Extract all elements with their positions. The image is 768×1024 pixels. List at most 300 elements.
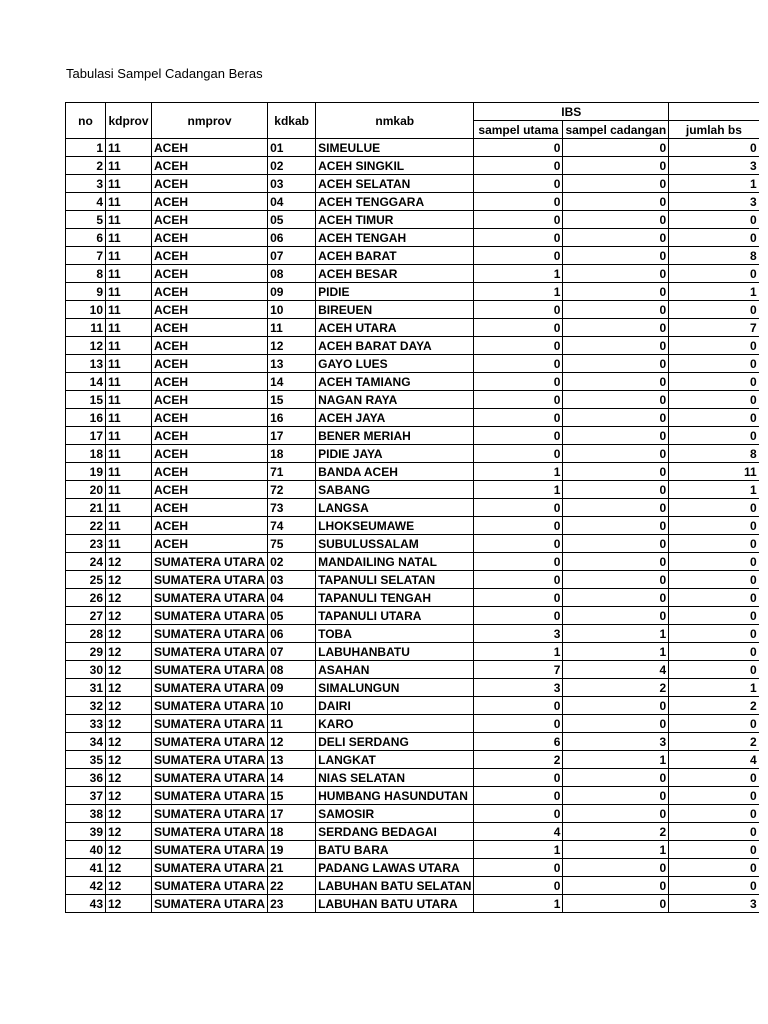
cell-kdkab: 13: [268, 355, 316, 373]
table-row: [66, 175, 759, 193]
cell-kdprov: 11: [106, 283, 152, 301]
cell-kdprov: 11: [106, 319, 152, 337]
cell-jumlah-bs: 0: [669, 373, 759, 391]
table-row: [66, 373, 759, 391]
cell-sampel-cadangan: 0: [563, 427, 669, 445]
cell-kdprov: 12: [106, 769, 152, 787]
cell-sampel-cadangan: 0: [563, 355, 669, 373]
cell-no: 6: [66, 229, 106, 247]
table-row: [66, 679, 759, 697]
cell-sampel-utama: 0: [474, 859, 563, 877]
cell-jumlah-bs: 0: [669, 499, 759, 517]
cell-kdkab: 02: [268, 157, 316, 175]
cell-jumlah-bs: 11: [669, 463, 759, 481]
cell-nmkab: PIDIE JAYA: [316, 445, 474, 463]
cell-sampel-cadangan: 0: [563, 265, 669, 283]
table-row: [66, 751, 759, 769]
cell-no: 26: [66, 589, 106, 607]
cell-jumlah-bs: 0: [669, 553, 759, 571]
cell-sampel-utama: 1: [474, 481, 563, 499]
table-row: [66, 841, 759, 859]
cell-sampel-cadangan: 0: [563, 301, 669, 319]
cell-nmkab: SIMEULUE: [316, 139, 474, 157]
cell-jumlah-bs: 0: [669, 715, 759, 733]
col-header-sampel-utama: sampel utama: [474, 121, 563, 139]
cell-sampel-utama: 0: [474, 607, 563, 625]
cell-sampel-utama: 7: [474, 661, 563, 679]
cell-no: 32: [66, 697, 106, 715]
cell-nmprov: SUMATERA UTARA: [152, 841, 268, 859]
cell-no: 21: [66, 499, 106, 517]
cell-nmprov: ACEH: [152, 193, 268, 211]
cell-nmprov: SUMATERA UTARA: [152, 553, 268, 571]
table-row: [66, 283, 759, 301]
cell-sampel-utama: 3: [474, 679, 563, 697]
cell-kdkab: 17: [268, 427, 316, 445]
cell-nmprov: ACEH: [152, 517, 268, 535]
cell-sampel-utama: 0: [474, 193, 563, 211]
cell-nmprov: ACEH: [152, 229, 268, 247]
cell-nmkab: ACEH BESAR: [316, 265, 474, 283]
cell-sampel-utama: 0: [474, 157, 563, 175]
cell-jumlah-bs: 1: [669, 481, 759, 499]
cell-kdkab: 21: [268, 859, 316, 877]
table-row: [66, 697, 759, 715]
cell-sampel-utama: 0: [474, 175, 563, 193]
col-header-kdkab: kdkab: [268, 103, 316, 139]
cell-sampel-cadangan: 0: [563, 211, 669, 229]
cell-kdkab: 16: [268, 409, 316, 427]
cell-kdprov: 11: [106, 175, 152, 193]
cell-nmkab: BANDA ACEH: [316, 463, 474, 481]
cell-sampel-utama: 0: [474, 445, 563, 463]
cell-kdkab: 23: [268, 895, 316, 913]
cell-sampel-utama: 1: [474, 283, 563, 301]
cell-nmkab: LABUHANBATU: [316, 643, 474, 661]
table-row: [66, 715, 759, 733]
cell-sampel-utama: 0: [474, 319, 563, 337]
cell-sampel-cadangan: 0: [563, 877, 669, 895]
cell-sampel-cadangan: 0: [563, 463, 669, 481]
cell-sampel-utama: 0: [474, 355, 563, 373]
cell-nmkab: ACEH SINGKIL: [316, 157, 474, 175]
table-row: [66, 319, 759, 337]
cell-sampel-utama: 0: [474, 499, 563, 517]
cell-jumlah-bs: 0: [669, 427, 759, 445]
table-row: [66, 895, 759, 913]
cell-sampel-utama: 1: [474, 841, 563, 859]
cell-kdprov: 12: [106, 661, 152, 679]
cell-nmprov: SUMATERA UTARA: [152, 823, 268, 841]
cell-nmkab: ASAHAN: [316, 661, 474, 679]
table-row: [66, 463, 759, 481]
cell-nmkab: SERDANG BEDAGAI: [316, 823, 474, 841]
cell-no: 40: [66, 841, 106, 859]
cell-kdprov: 11: [106, 445, 152, 463]
cell-sampel-utama: 0: [474, 427, 563, 445]
cell-nmprov: SUMATERA UTARA: [152, 625, 268, 643]
cell-kdprov: 12: [106, 895, 152, 913]
cell-sampel-cadangan: 0: [563, 229, 669, 247]
cell-sampel-utama: 0: [474, 805, 563, 823]
cell-kdkab: 07: [268, 643, 316, 661]
cell-kdkab: 15: [268, 391, 316, 409]
table-row: [66, 769, 759, 787]
cell-nmkab: ACEH BARAT: [316, 247, 474, 265]
table-row: [66, 625, 759, 643]
cell-jumlah-bs: 0: [669, 643, 759, 661]
cell-sampel-utama: 0: [474, 517, 563, 535]
cell-sampel-cadangan: 0: [563, 337, 669, 355]
cell-sampel-utama: 0: [474, 301, 563, 319]
cell-nmkab: LABUHAN BATU SELATAN: [316, 877, 474, 895]
table-row: [66, 607, 759, 625]
cell-jumlah-bs: 8: [669, 445, 759, 463]
cell-sampel-utama: 0: [474, 229, 563, 247]
cell-nmprov: ACEH: [152, 139, 268, 157]
table-row: [66, 157, 759, 175]
cell-no: 16: [66, 409, 106, 427]
cell-nmkab: DELI SERDANG: [316, 733, 474, 751]
cell-sampel-utama: 0: [474, 877, 563, 895]
cell-nmprov: ACEH: [152, 265, 268, 283]
cell-sampel-cadangan: 1: [563, 643, 669, 661]
cell-jumlah-bs: 0: [669, 139, 759, 157]
cell-kdprov: 11: [106, 337, 152, 355]
cell-kdprov: 12: [106, 715, 152, 733]
cell-jumlah-bs: 0: [669, 211, 759, 229]
cell-nmprov: SUMATERA UTARA: [152, 769, 268, 787]
table-row: [66, 391, 759, 409]
cell-jumlah-bs: 4: [669, 751, 759, 769]
cell-kdkab: 10: [268, 301, 316, 319]
cell-nmkab: MANDAILING NATAL: [316, 553, 474, 571]
col-header-kdprov: kdprov: [106, 103, 152, 139]
cell-jumlah-bs: 0: [669, 517, 759, 535]
cell-kdprov: 12: [106, 805, 152, 823]
cell-nmprov: SUMATERA UTARA: [152, 877, 268, 895]
cell-jumlah-bs: 0: [669, 661, 759, 679]
cell-nmkab: BENER MERIAH: [316, 427, 474, 445]
cell-kdkab: 02: [268, 553, 316, 571]
cell-sampel-utama: 1: [474, 463, 563, 481]
cell-nmprov: SUMATERA UTARA: [152, 571, 268, 589]
cell-sampel-cadangan: 0: [563, 499, 669, 517]
cell-kdprov: 12: [106, 553, 152, 571]
cell-nmkab: TAPANULI UTARA: [316, 607, 474, 625]
cell-nmprov: ACEH: [152, 211, 268, 229]
cell-nmprov: SUMATERA UTARA: [152, 589, 268, 607]
cell-jumlah-bs: 0: [669, 589, 759, 607]
cell-kdprov: 11: [106, 409, 152, 427]
cell-nmkab: ACEH UTARA: [316, 319, 474, 337]
cell-no: 42: [66, 877, 106, 895]
cell-kdkab: 19: [268, 841, 316, 859]
cell-sampel-cadangan: 2: [563, 679, 669, 697]
table-body: [66, 139, 759, 913]
cell-nmprov: SUMATERA UTARA: [152, 715, 268, 733]
cell-no: 17: [66, 427, 106, 445]
cell-no: 41: [66, 859, 106, 877]
cell-nmprov: ACEH: [152, 337, 268, 355]
cell-kdprov: 12: [106, 733, 152, 751]
cell-jumlah-bs: 0: [669, 805, 759, 823]
cell-sampel-utama: 0: [474, 409, 563, 427]
cell-no: 13: [66, 355, 106, 373]
cell-jumlah-bs: 2: [669, 733, 759, 751]
cell-kdkab: 73: [268, 499, 316, 517]
cell-nmkab: LANGKAT: [316, 751, 474, 769]
col-header-nmkab: nmkab: [316, 103, 474, 139]
cell-nmkab: SABANG: [316, 481, 474, 499]
cell-kdprov: 11: [106, 535, 152, 553]
table-row: [66, 859, 759, 877]
cell-nmprov: ACEH: [152, 355, 268, 373]
cell-jumlah-bs: 0: [669, 877, 759, 895]
table-row: [66, 481, 759, 499]
cell-sampel-utama: 0: [474, 247, 563, 265]
cell-nmprov: ACEH: [152, 463, 268, 481]
cell-jumlah-bs: 0: [669, 823, 759, 841]
cell-nmkab: ACEH TENGGARA: [316, 193, 474, 211]
cell-nmkab: SAMOSIR: [316, 805, 474, 823]
cell-no: 12: [66, 337, 106, 355]
cell-no: 24: [66, 553, 106, 571]
cell-kdkab: 14: [268, 373, 316, 391]
table-row: [66, 229, 759, 247]
cell-kdprov: 12: [106, 787, 152, 805]
cell-jumlah-bs: 0: [669, 607, 759, 625]
cell-nmprov: ACEH: [152, 535, 268, 553]
cell-no: 39: [66, 823, 106, 841]
cell-nmkab: ACEH JAYA: [316, 409, 474, 427]
table-row: [66, 427, 759, 445]
cell-kdkab: 74: [268, 517, 316, 535]
table-row: [66, 661, 759, 679]
cell-kdprov: 11: [106, 355, 152, 373]
cell-nmprov: ACEH: [152, 157, 268, 175]
cell-kdkab: 72: [268, 481, 316, 499]
cell-kdkab: 09: [268, 679, 316, 697]
cell-no: 25: [66, 571, 106, 589]
cell-no: 33: [66, 715, 106, 733]
cell-nmprov: SUMATERA UTARA: [152, 751, 268, 769]
cell-nmprov: SUMATERA UTARA: [152, 859, 268, 877]
cell-sampel-utama: 3: [474, 625, 563, 643]
cell-nmkab: TAPANULI TENGAH: [316, 589, 474, 607]
table-row: [66, 823, 759, 841]
cell-no: 9: [66, 283, 106, 301]
table-row: [66, 805, 759, 823]
cell-kdprov: 12: [106, 643, 152, 661]
cell-sampel-cadangan: 0: [563, 553, 669, 571]
cell-kdkab: 11: [268, 715, 316, 733]
cell-sampel-cadangan: 4: [563, 661, 669, 679]
cell-jumlah-bs: 0: [669, 301, 759, 319]
cell-kdprov: 11: [106, 193, 152, 211]
cell-kdkab: 08: [268, 265, 316, 283]
cell-jumlah-bs: 0: [669, 409, 759, 427]
cell-sampel-cadangan: 0: [563, 391, 669, 409]
cell-nmkab: LHOKSEUMAWE: [316, 517, 474, 535]
cell-sampel-utama: 0: [474, 211, 563, 229]
cell-sampel-utama: 0: [474, 139, 563, 157]
cell-nmkab: LABUHAN BATU UTARA: [316, 895, 474, 913]
cell-kdprov: 11: [106, 373, 152, 391]
table-row: [66, 265, 759, 283]
table-row: [66, 301, 759, 319]
cell-nmprov: ACEH: [152, 319, 268, 337]
cell-kdprov: 11: [106, 265, 152, 283]
col-header-no: no: [66, 103, 106, 139]
cell-nmprov: ACEH: [152, 247, 268, 265]
cell-kdkab: 03: [268, 571, 316, 589]
cell-kdkab: 12: [268, 337, 316, 355]
cell-jumlah-bs: 0: [669, 571, 759, 589]
cell-sampel-cadangan: 0: [563, 373, 669, 391]
cell-jumlah-bs: 0: [669, 337, 759, 355]
cell-kdprov: 11: [106, 139, 152, 157]
sheet-title: Tabulasi Sampel Cadangan Beras: [66, 66, 263, 81]
cell-sampel-cadangan: 0: [563, 787, 669, 805]
cell-sampel-cadangan: 0: [563, 571, 669, 589]
col-header-jumlah-bs: jumlah bs: [669, 121, 759, 139]
cell-sampel-utama: 0: [474, 391, 563, 409]
cell-no: 7: [66, 247, 106, 265]
cell-sampel-cadangan: 0: [563, 283, 669, 301]
col-group-header-ibs: IBS: [474, 103, 669, 121]
cell-kdprov: 11: [106, 499, 152, 517]
cell-nmprov: ACEH: [152, 373, 268, 391]
cell-sampel-cadangan: 0: [563, 895, 669, 913]
cell-kdkab: 12: [268, 733, 316, 751]
cell-sampel-cadangan: 0: [563, 805, 669, 823]
cell-no: 23: [66, 535, 106, 553]
table-row: [66, 499, 759, 517]
cell-sampel-cadangan: 0: [563, 139, 669, 157]
cell-sampel-utama: 0: [474, 373, 563, 391]
cell-no: 2: [66, 157, 106, 175]
cell-sampel-cadangan: 1: [563, 625, 669, 643]
cell-sampel-cadangan: 0: [563, 589, 669, 607]
cell-sampel-cadangan: 0: [563, 769, 669, 787]
cell-nmkab: GAYO LUES: [316, 355, 474, 373]
cell-nmkab: ACEH TENGAH: [316, 229, 474, 247]
cell-nmkab: SUBULUSSALAM: [316, 535, 474, 553]
cell-kdkab: 01: [268, 139, 316, 157]
cell-kdprov: 12: [106, 859, 152, 877]
cell-nmkab: PADANG LAWAS UTARA: [316, 859, 474, 877]
cell-sampel-cadangan: 3: [563, 733, 669, 751]
cell-kdkab: 04: [268, 589, 316, 607]
cell-no: 1: [66, 139, 106, 157]
cell-no: 11: [66, 319, 106, 337]
cell-sampel-utama: 0: [474, 535, 563, 553]
cell-nmprov: ACEH: [152, 427, 268, 445]
cell-no: 28: [66, 625, 106, 643]
cell-jumlah-bs: 0: [669, 229, 759, 247]
cell-nmkab: ACEH TIMUR: [316, 211, 474, 229]
cell-jumlah-bs: 7: [669, 319, 759, 337]
cell-kdprov: 12: [106, 607, 152, 625]
cell-nmprov: SUMATERA UTARA: [152, 805, 268, 823]
cell-no: 20: [66, 481, 106, 499]
cell-kdkab: 18: [268, 445, 316, 463]
table-row: [66, 139, 759, 157]
cell-kdprov: 12: [106, 571, 152, 589]
table-row: [66, 247, 759, 265]
cell-kdkab: 13: [268, 751, 316, 769]
cell-nmprov: SUMATERA UTARA: [152, 643, 268, 661]
cell-no: 36: [66, 769, 106, 787]
cell-kdprov: 11: [106, 247, 152, 265]
table-row: [66, 787, 759, 805]
cell-kdprov: 11: [106, 301, 152, 319]
cell-kdkab: 05: [268, 211, 316, 229]
table-row: [66, 877, 759, 895]
cell-jumlah-bs: 0: [669, 769, 759, 787]
cell-nmkab: BIREUEN: [316, 301, 474, 319]
table-row: [66, 643, 759, 661]
cell-no: 29: [66, 643, 106, 661]
cell-jumlah-bs: 0: [669, 391, 759, 409]
cell-sampel-utama: 0: [474, 787, 563, 805]
cell-sampel-cadangan: 2: [563, 823, 669, 841]
cell-nmprov: SUMATERA UTARA: [152, 787, 268, 805]
cell-nmkab: HUMBANG HASUNDUTAN: [316, 787, 474, 805]
cell-no: 27: [66, 607, 106, 625]
cell-sampel-utama: 6: [474, 733, 563, 751]
cell-sampel-cadangan: 0: [563, 175, 669, 193]
table-row: [66, 589, 759, 607]
cell-nmprov: SUMATERA UTARA: [152, 895, 268, 913]
cell-jumlah-bs: 1: [669, 283, 759, 301]
cell-kdprov: 12: [106, 625, 152, 643]
cell-nmkab: ACEH TAMIANG: [316, 373, 474, 391]
cell-jumlah-bs: 0: [669, 787, 759, 805]
cell-jumlah-bs: 0: [669, 625, 759, 643]
cell-nmkab: BATU BARA: [316, 841, 474, 859]
cell-no: 18: [66, 445, 106, 463]
cell-nmprov: ACEH: [152, 283, 268, 301]
cell-nmkab: KARO: [316, 715, 474, 733]
cell-sampel-cadangan: 0: [563, 715, 669, 733]
cell-sampel-cadangan: 1: [563, 841, 669, 859]
cell-kdprov: 11: [106, 229, 152, 247]
cell-sampel-utama: 0: [474, 589, 563, 607]
table-row: [66, 553, 759, 571]
cell-no: 15: [66, 391, 106, 409]
cell-jumlah-bs: 3: [669, 157, 759, 175]
cell-nmprov: ACEH: [152, 499, 268, 517]
cell-sampel-utama: 0: [474, 769, 563, 787]
table-row: [66, 193, 759, 211]
sample-table: [65, 102, 759, 913]
cell-jumlah-bs: 1: [669, 175, 759, 193]
col-header-sampel-cadangan: sampel cadangan: [563, 121, 669, 139]
cell-sampel-cadangan: 1: [563, 751, 669, 769]
cell-kdprov: 11: [106, 481, 152, 499]
cell-nmprov: SUMATERA UTARA: [152, 661, 268, 679]
table-row: [66, 355, 759, 373]
cell-nmprov: ACEH: [152, 481, 268, 499]
cell-no: 35: [66, 751, 106, 769]
cell-kdprov: 11: [106, 427, 152, 445]
cell-nmkab: TAPANULI SELATAN: [316, 571, 474, 589]
cell-kdkab: 09: [268, 283, 316, 301]
cell-sampel-cadangan: 0: [563, 445, 669, 463]
cell-nmprov: ACEH: [152, 301, 268, 319]
